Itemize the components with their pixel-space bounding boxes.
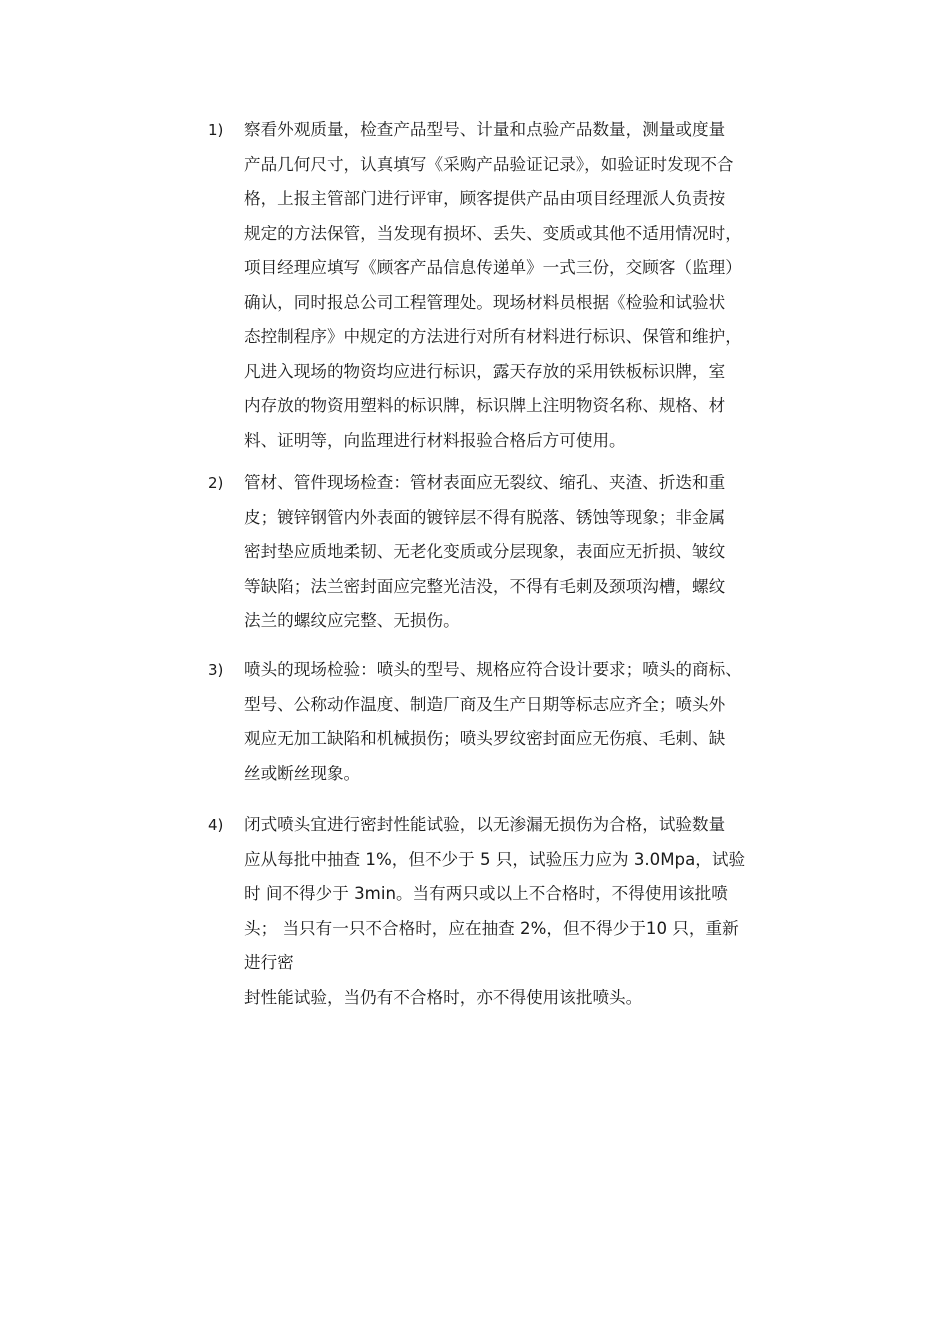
paragraph-line: 料、证明等，向监理进行材料报验合格后方可使用。 [244,430,626,450]
paragraph-line: 态控制程序》中规定的方法进行对所有材料进行标识、保管和维护， [244,327,742,346]
paragraph-line: 时 间不得少于 3min。当有两只或以上不合格时，不得使用该批喷 [244,884,728,903]
list-number: 2) [208,474,224,492]
paragraph-line: 观应无加工缺陷和机械损伤；喷头罗纹密封面应无伤痕、毛刺、缺 [244,729,726,748]
paragraph-line: 管材、管件现场检查：管材表面应无裂纹、缩孔、夹渣、折迭和重 [244,473,726,492]
paragraph-line: 产品几何尺寸，认真填写《采购产品验证记录》，如验证时发现不合 [244,154,734,174]
paragraph-line: 规定的方法保管，当发现有损坏、丢失、变质或其他不适用情况时， [244,223,742,243]
paragraph-line: 法兰的螺纹应完整、无损伤。 [244,611,460,630]
paragraph-line: 型号、公称动作温度、制造厂商及生产日期等标志应齐全；喷头外 [244,694,726,714]
paragraph-line: 等缺陷；法兰密封面应完整光洁没，不得有毛刺及颈项沟槽，螺纹 [244,576,726,596]
paragraph-line: 封性能试验，当仍有不合格时，亦不得使用该批喷头。 [244,987,643,1007]
paragraph-line: 确认，同时报总公司工程管理处。现场材料员根据《检验和试验状 [244,292,726,312]
paragraph-line: 头； 当只有一只不合格时，应在抽查 2%，但不得少于10 只，重新 [244,918,739,938]
paragraph-line: 闭式喷头宜进行密封性能试验，以无渗漏无损伤为合格，试验数量 [244,815,726,834]
paragraph-line: 内存放的物资用塑料的标识牌，标识牌上注明物资名称、规格、材 [244,396,726,415]
list-number: 1) [208,121,224,139]
paragraph-line: 格，上报主管部门进行评审，顾客提供产品由项目经理派人负责按 [244,189,726,208]
paragraph-line: 丝或断丝现象。 [244,763,361,783]
list-number: 3) [208,661,224,679]
paragraph-line: 察看外观质量，检查产品型号、计量和点验产品数量，测量或度量 [244,120,726,139]
paragraph-line: 应从每批中抽查 1%，但不少于 5 只，试验压力应为 3.0Mpa，试验 [244,849,746,869]
paragraph-line: 项目经理应填写《顾客产品信息传递单》一式三份，交顾客（监理） [244,258,742,277]
paragraph-line: 皮；镀锌钢管内外表面的镀锌层不得有脱落、锈蚀等现象；非金属 [244,507,726,527]
paragraph-line: 喷头的现场检验：喷头的型号、规格应符合设计要求；喷头的商标、 [244,660,742,679]
list-number: 4) [208,816,224,834]
paragraph-line: 进行密 [244,953,294,972]
paragraph-line: 凡进入现场的物资均应进行标识，露天存放的采用铁板标识牌，室 [244,361,726,381]
paragraph-line: 密封垫应质地柔韧、无老化变质或分层现象，表面应无折损、皱纹 [244,542,726,561]
